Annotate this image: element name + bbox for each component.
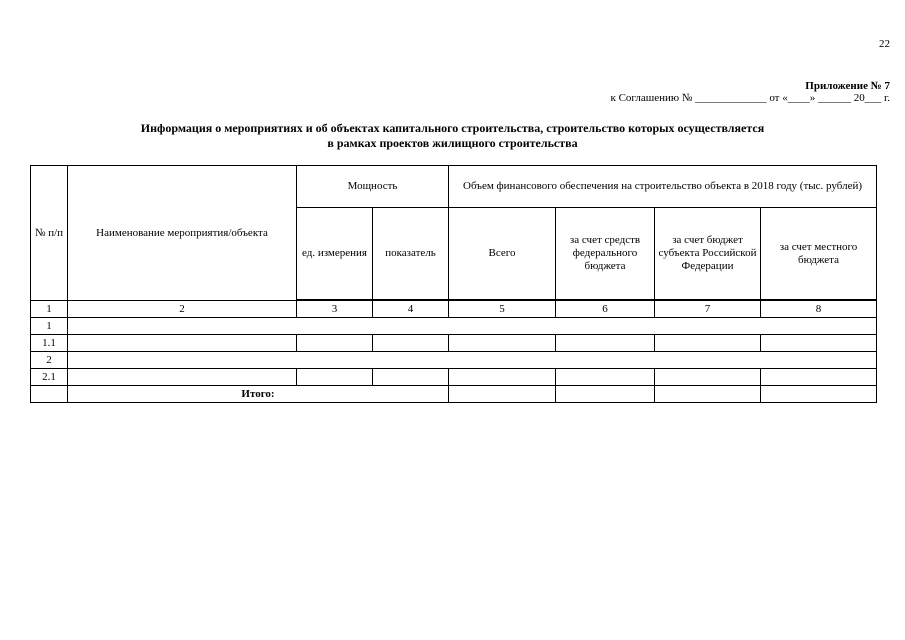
document-title-line-1: Информация о мероприятиях и об объектах капитального строительства, строительство которых осуществляется <box>140 121 765 135</box>
row-number: 1.1 <box>31 335 68 352</box>
federal-cell[interactable] <box>556 335 655 352</box>
federal-cell[interactable] <box>556 369 655 386</box>
table-row <box>31 352 877 369</box>
total-federal-cell[interactable] <box>556 386 655 403</box>
total-label: Итого: <box>68 386 449 403</box>
name-cell[interactable] <box>68 369 297 386</box>
header-name: Наименование мероприятия/объекта <box>68 166 297 301</box>
column-number-row <box>31 301 877 318</box>
total-sum-cell[interactable] <box>449 386 556 403</box>
unit-cell[interactable] <box>297 369 373 386</box>
table-row <box>31 369 877 386</box>
info-table <box>30 165 877 403</box>
name-cell[interactable] <box>68 335 297 352</box>
unit-cell[interactable] <box>297 335 373 352</box>
column-number: 5 <box>449 301 556 318</box>
row-number: 2.1 <box>31 369 68 386</box>
total-row <box>31 386 877 403</box>
document-title-line-2: в рамках проектов жилищного строительства <box>327 136 578 150</box>
column-number: 6 <box>556 301 655 318</box>
section-cell[interactable] <box>68 318 877 335</box>
column-number: 1 <box>31 301 68 318</box>
header-regional: за счет бюджет субъекта Российской Федерации <box>655 208 761 300</box>
column-number: 4 <box>373 301 449 318</box>
total-cell[interactable] <box>449 369 556 386</box>
local-cell[interactable] <box>761 335 877 352</box>
appendix-title: Приложение № 7 <box>805 80 890 92</box>
column-number: 2 <box>68 301 297 318</box>
column-number: 7 <box>655 301 761 318</box>
header-unit: ед. измерения <box>297 208 373 300</box>
document-title <box>0 121 905 151</box>
header-total: Всего <box>449 208 556 300</box>
header-indicator: показатель <box>373 208 449 300</box>
local-cell[interactable] <box>761 369 877 386</box>
section-cell[interactable] <box>68 352 877 369</box>
column-number: 8 <box>761 301 877 318</box>
header-capacity: Мощность <box>297 166 449 208</box>
header-funding: Объем финансового обеспечения на строительство объекта в 2018 году (тыс. рублей) <box>449 166 877 208</box>
indicator-cell[interactable] <box>373 369 449 386</box>
column-number: 3 <box>297 301 373 318</box>
regional-cell[interactable] <box>655 369 761 386</box>
header-federal: за счет средств федерального бюджета <box>556 208 655 300</box>
total-cell[interactable] <box>449 335 556 352</box>
header-local: за счет местного бюджета <box>761 208 877 300</box>
total-row-number-cell <box>31 386 68 403</box>
indicator-cell[interactable] <box>373 335 449 352</box>
row-number: 2 <box>31 352 68 369</box>
row-number: 1 <box>31 318 68 335</box>
total-local-cell[interactable] <box>761 386 877 403</box>
table-row <box>31 318 877 335</box>
page-number: 22 <box>879 38 890 50</box>
total-regional-cell[interactable] <box>655 386 761 403</box>
agreement-line: к Соглашению № _____________ от «____» ______ 20___ г. <box>610 92 890 104</box>
table-row <box>31 335 877 352</box>
regional-cell[interactable] <box>655 335 761 352</box>
header-num: № п/п <box>31 166 68 301</box>
